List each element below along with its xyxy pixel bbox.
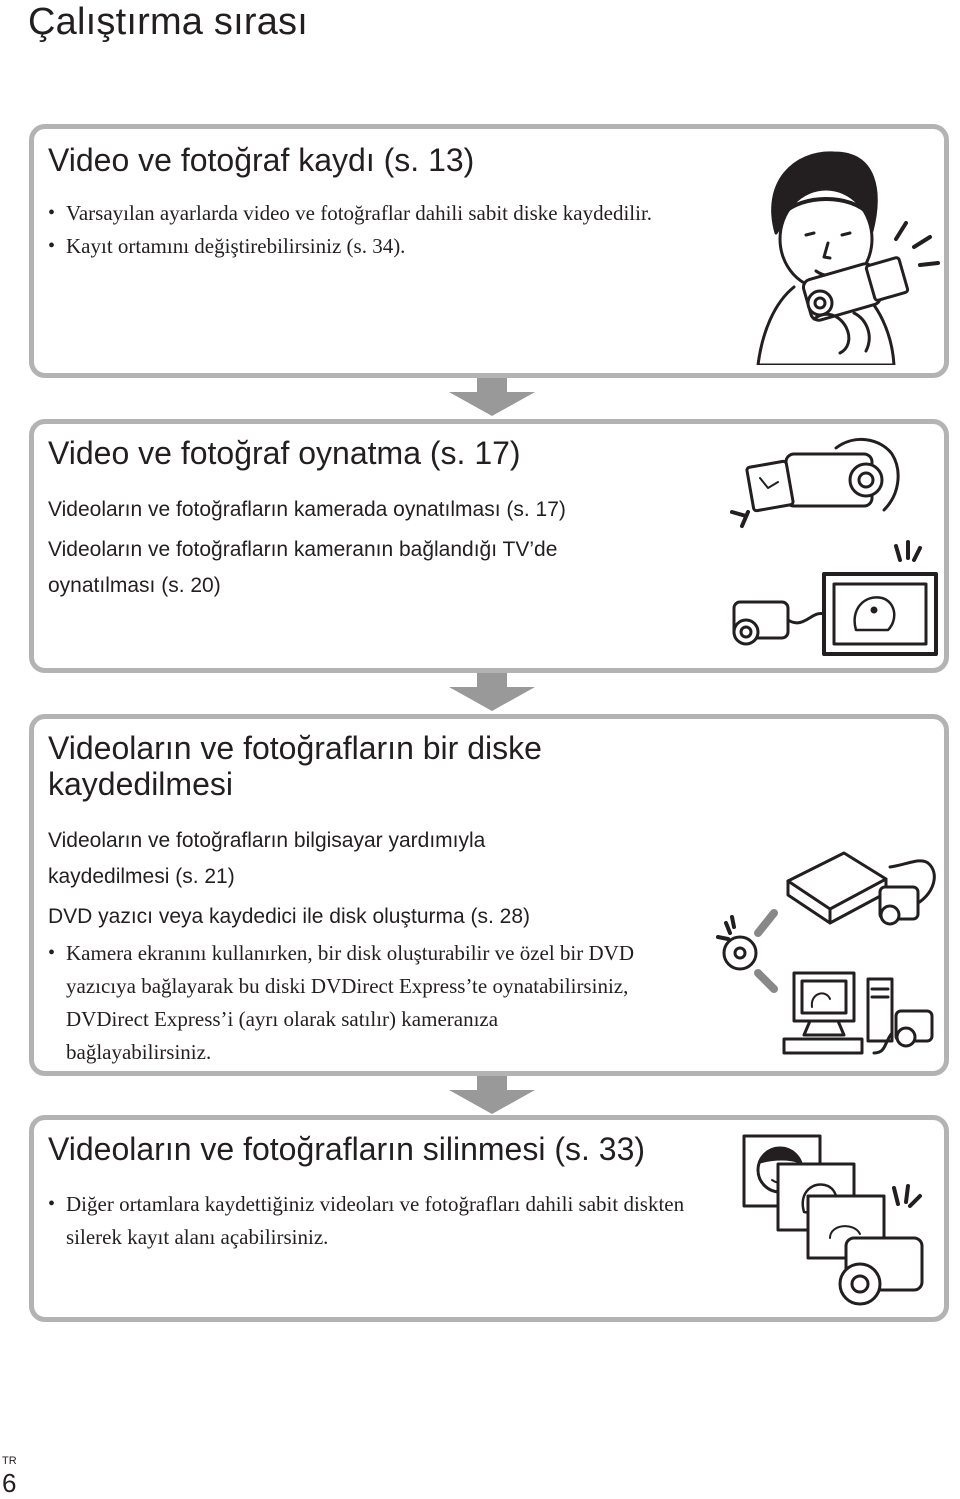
text-line: oynatılması (s. 20) — [48, 574, 221, 597]
bullet-item: • Varsayılan ayarlarda video ve fotoğraflar dahili sabit diske kaydedilir. — [48, 197, 668, 230]
section-disc-copy — [29, 714, 949, 1076]
section-heading: Videoların ve fotoğrafların bir diske — [48, 730, 542, 766]
flow-arrow-down-icon — [447, 673, 537, 711]
text-line: Videoların ve fotoğrafların kameranın bağlandığı TV’de — [48, 538, 558, 561]
disc-writer-computer-icon — [714, 843, 946, 1075]
footer-language-code: TR — [2, 1455, 17, 1467]
person-recording-camcorder-icon — [754, 143, 944, 365]
section-recording — [29, 124, 949, 378]
section-heading: Video ve fotoğraf kaydı (s. 13) — [48, 142, 475, 178]
bullet-item: • Kamera ekranını kullanırken, bir disk oluşturabilir ve özel bir DVD yazıcıya bağlayarak bu diski DVDirect Express’te oynatabilirsiniz, DVDirect Express’i (ayrı olarak satılır) kameranıza bağlayabilirsiniz. — [48, 937, 648, 1069]
bullet-list — [48, 1188, 688, 1254]
flow-arrow-down-icon — [447, 378, 537, 416]
page-number: 6 — [2, 1468, 17, 1498]
bullet-list — [48, 197, 668, 263]
section-heading: Video ve fotoğraf oynatma (s. 17) — [48, 435, 521, 471]
bullet-list — [48, 937, 648, 1069]
text-line: DVD yazıcı veya kaydedici ile disk oluşturma (s. 28) — [48, 905, 531, 928]
bullet-item: • Kayıt ortamını değiştirebilirsiniz (s. 34). — [48, 230, 668, 263]
text-line: Videoların ve fotoğrafların kamerada oynatılması (s. 17) — [48, 498, 566, 521]
page-title: Çalıştırma sırası — [28, 1, 308, 43]
section-heading-continued: kaydedilmesi — [48, 766, 233, 802]
text-line: kaydedilmesi (s. 21) — [48, 865, 235, 888]
camcorder-tv-playback-icon — [724, 434, 944, 659]
delete-photos-camcorder-icon — [734, 1134, 934, 1312]
text-line: Videoların ve fotoğrafların bilgisayar yardımıyla — [48, 829, 486, 852]
section-playback — [29, 419, 949, 673]
bullet-item: • Diğer ortamlara kaydettiğiniz videoları ve fotoğrafları dahili sabit diskten silerek kayıt alanı açabilirsiniz. — [48, 1188, 688, 1254]
section-heading: Videoların ve fotoğrafların silinmesi (s. 33) — [48, 1131, 646, 1167]
flow-arrow-down-icon — [447, 1076, 537, 1114]
section-delete — [29, 1115, 949, 1322]
